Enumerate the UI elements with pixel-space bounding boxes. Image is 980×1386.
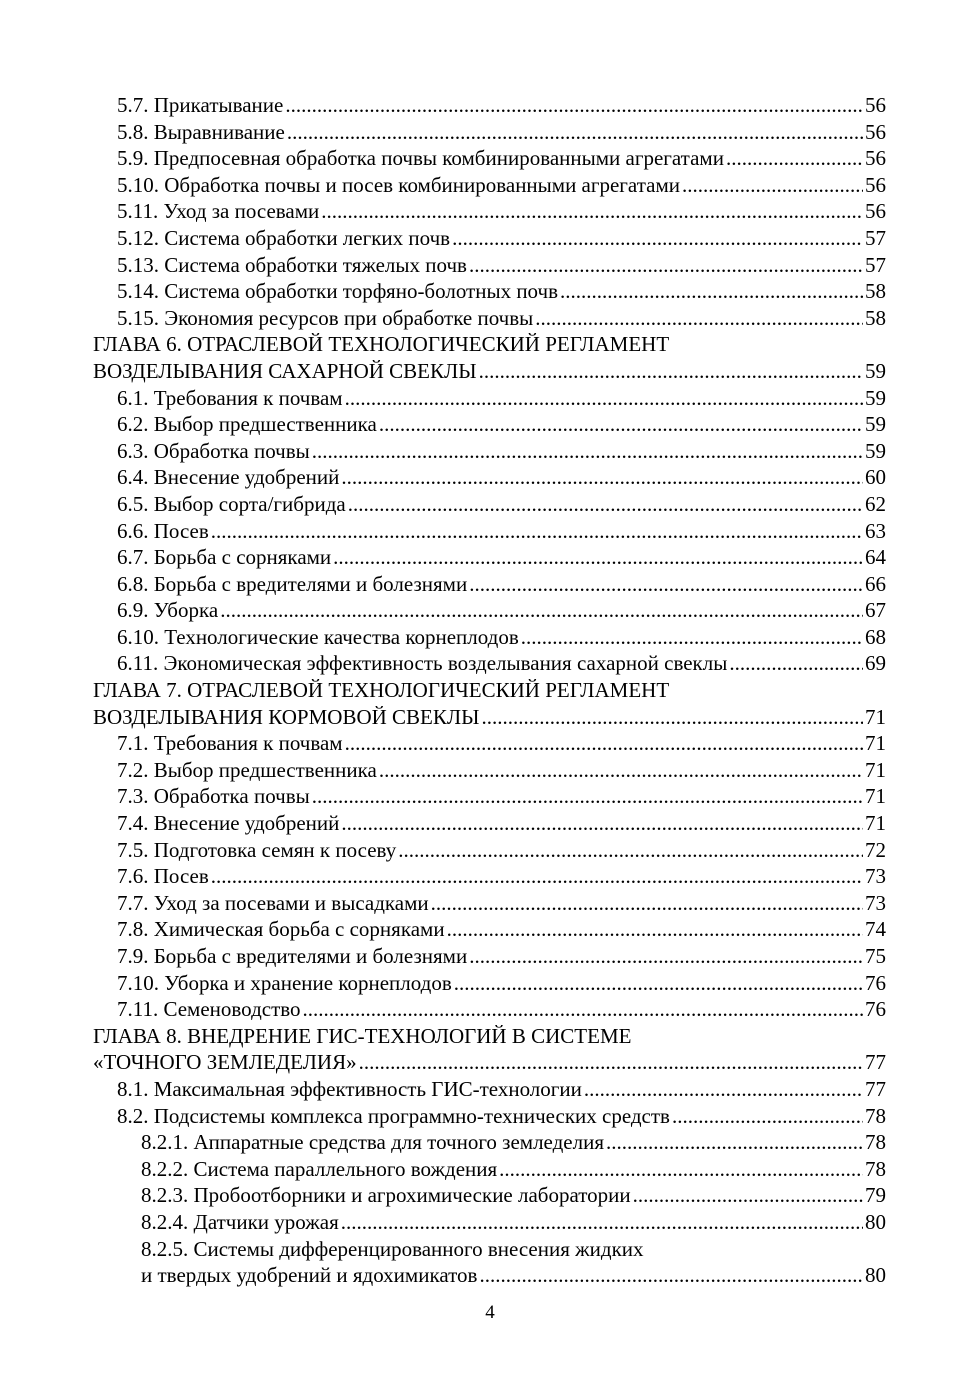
toc-entry-title: 6.3. Обработка почвы — [117, 438, 310, 463]
toc-entry-page: 76 — [865, 997, 886, 1022]
toc-entry-title: 7.11. Семеноводство — [117, 997, 301, 1022]
toc-entry-page: 56 — [865, 93, 886, 117]
dot-leader — [303, 996, 863, 1023]
toc-entry-page: 59 — [865, 385, 886, 410]
toc-entry — [0, 863, 980, 890]
toc-entry — [0, 225, 980, 252]
toc-entry-page: 72 — [865, 837, 886, 862]
toc-entry-title: 6.8. Борьба с вредителями и болезнями — [117, 571, 468, 596]
dot-leader — [398, 837, 863, 864]
toc-entry-page: 67 — [865, 598, 886, 623]
toc-entry-page: 75 — [865, 944, 886, 968]
toc-entry-title: 5.11. Уход за посевами — [117, 199, 320, 224]
dot-leader — [348, 491, 863, 518]
toc-entry — [0, 837, 980, 864]
toc-entry — [0, 172, 980, 199]
toc-entry-title: ГЛАВА 8. ВНЕДРЕНИЕ ГИС-ТЕХНОЛОГИЙ В СИСТЕМЕ — [93, 1023, 632, 1048]
table-of-contents — [0, 92, 980, 1289]
toc-entry-title: 7.3. Обработка почвы — [117, 784, 310, 809]
dot-leader — [431, 890, 863, 917]
toc-entry — [0, 916, 980, 943]
toc-entry-page: 71 — [865, 704, 886, 729]
toc-entry-title: 6.11. Экономическая эффективность возделывания сахарной свеклы — [117, 651, 728, 676]
dot-leader — [285, 92, 863, 119]
toc-entry-title: 6.4. Внесение удобрений — [117, 465, 340, 490]
dot-leader — [584, 1076, 863, 1103]
toc-entry — [0, 278, 980, 305]
toc-entry — [0, 1129, 980, 1156]
toc-entry-page: 57 — [865, 252, 886, 277]
dot-leader — [211, 863, 863, 890]
toc-entry-page: 80 — [865, 1263, 886, 1288]
toc-entry-title: 7.4. Внесение удобрений — [117, 811, 340, 836]
toc-entry-title: ГЛАВА 6. ОТРАСЛЕВОЙ ТЕХНОЛОГИЧЕСКИЙ РЕГЛАМЕНТ — [93, 332, 670, 357]
toc-entry-title: 8.1. Максимальная эффективность ГИС-технологии — [117, 1076, 582, 1101]
toc-entry-title: 5.9. Предпосевная обработка почвы комбинированными агрегатами — [117, 146, 724, 171]
toc-entry-title: 7.2. Выбор предшественника — [117, 757, 377, 782]
toc-entry — [0, 783, 980, 810]
toc-entry-title: 8.2.2. Система параллельного вождения — [141, 1156, 498, 1181]
toc-entry-title: 7.7. Уход за посевами и высадками — [117, 890, 429, 915]
toc-entry-page: 56 — [865, 172, 886, 197]
toc-entry-title: 5.14. Система обработки торфяно-болотных почв — [117, 279, 558, 304]
toc-entry-page: 78 — [865, 1130, 886, 1155]
toc-entry — [0, 464, 980, 491]
toc-entry-title: 7.6. Посев — [117, 864, 209, 889]
toc-entry — [0, 305, 980, 332]
toc-entry-page: 79 — [865, 1183, 886, 1208]
dot-leader — [682, 172, 863, 199]
toc-entry-page: 57 — [865, 225, 886, 250]
toc-chapter-line — [0, 331, 980, 358]
toc-entry-title: ВОЗДЕЛЫВАНИЯ КОРМОВОЙ СВЕКЛЫ — [93, 704, 480, 729]
dot-leader — [447, 916, 863, 943]
toc-chapter-line — [0, 677, 980, 704]
dot-leader — [479, 358, 863, 385]
dot-leader — [499, 1156, 863, 1183]
dot-leader — [333, 544, 863, 571]
toc-entry-title: 5.12. Система обработки легких почв — [117, 225, 451, 250]
toc-entry-page: 73 — [865, 890, 886, 915]
toc-entry-page: 71 — [865, 731, 886, 756]
toc-entry — [0, 571, 980, 598]
toc-entry — [0, 730, 980, 757]
dot-leader — [341, 464, 863, 491]
toc-entry-title: 8.2. Подсистемы комплекса программно-технических средств — [117, 1103, 670, 1128]
page-number: 4 — [485, 1302, 495, 1323]
toc-entry — [0, 650, 980, 677]
toc-entry-page: 56 — [865, 199, 886, 224]
toc-entry — [0, 92, 980, 119]
toc-entry-page: 64 — [865, 545, 886, 570]
dot-leader — [312, 783, 863, 810]
toc-entry-page: 59 — [865, 358, 886, 383]
toc-entry-page: 56 — [865, 119, 886, 144]
toc-entry — [0, 1209, 980, 1236]
toc-entry — [0, 544, 980, 571]
toc-chapter-line — [0, 704, 980, 731]
dot-leader — [287, 119, 863, 146]
toc-entry — [0, 1076, 980, 1103]
toc-entry — [0, 145, 980, 172]
dot-leader — [606, 1129, 863, 1156]
toc-entry — [0, 385, 980, 412]
toc-entry-page: 78 — [865, 1103, 886, 1128]
toc-entry-page: 78 — [865, 1156, 886, 1181]
toc-entry-page: 76 — [865, 970, 886, 995]
toc-entry-title: 5.15. Экономия ресурсов при обработке почвы — [117, 305, 534, 330]
toc-entry-page: 80 — [865, 1209, 886, 1234]
toc-entry-title: 7.9. Борьба с вредителями и болезнями — [117, 944, 468, 968]
toc-entry — [0, 1103, 980, 1130]
toc-entry-title: 7.10. Уборка и хранение корнеплодов — [117, 970, 452, 995]
dot-leader — [729, 650, 863, 677]
dot-leader — [452, 225, 863, 252]
toc-entry-title: 6.2. Выбор предшественника — [117, 412, 377, 437]
dot-leader — [481, 704, 863, 731]
toc-entry-title: 8.2.1. Аппаратные средства для точного земледелия — [141, 1130, 604, 1155]
toc-entry-page: 74 — [865, 917, 886, 942]
toc-entry-page: 60 — [865, 465, 886, 490]
dot-leader — [220, 597, 863, 624]
toc-entry-title: 7.1. Требования к почвам — [117, 731, 343, 756]
toc-entry — [0, 890, 980, 917]
toc-entry-title: 6.9. Уборка — [117, 598, 219, 623]
toc-entry-page: 69 — [865, 651, 886, 676]
toc-entry — [0, 1262, 980, 1289]
toc-chapter-line — [0, 1049, 980, 1076]
dot-leader — [454, 970, 863, 997]
dot-leader — [341, 1209, 863, 1236]
toc-chapter-line — [0, 1023, 980, 1050]
dot-leader — [379, 757, 863, 784]
toc-entry-page: 58 — [865, 279, 886, 304]
toc-entry-page: 59 — [865, 438, 886, 463]
toc-entry — [0, 119, 980, 146]
toc-entry — [0, 198, 980, 225]
toc-entry-page: 71 — [865, 811, 886, 836]
toc-entry-page: 59 — [865, 412, 886, 437]
toc-entry-title: ГЛАВА 7. ОТРАСЛЕВОЙ ТЕХНОЛОГИЧЕСКИЙ РЕГЛАМЕНТ — [93, 678, 670, 703]
toc-entry-page: 62 — [865, 491, 886, 516]
toc-entry-page: 56 — [865, 146, 886, 171]
dot-leader — [211, 518, 863, 545]
dot-leader — [560, 278, 863, 305]
toc-entry-page: 68 — [865, 624, 886, 649]
toc-entry — [0, 1236, 980, 1263]
dot-leader — [312, 438, 863, 465]
dot-leader — [341, 810, 863, 837]
toc-entry-page: 63 — [865, 518, 886, 543]
toc-entry — [0, 252, 980, 279]
dot-leader — [535, 305, 863, 332]
toc-entry-title: 5.13. Система обработки тяжелых почв — [117, 252, 467, 277]
toc-entry-page: 77 — [865, 1050, 886, 1075]
toc-entry-title: 7.5. Подготовка семян к посеву — [117, 837, 397, 862]
toc-entry-title: 6.10. Технологические качества корнеплодов — [117, 624, 519, 649]
toc-entry-page: 66 — [865, 571, 886, 596]
dot-leader — [345, 385, 863, 412]
toc-entry — [0, 757, 980, 784]
toc-entry — [0, 624, 980, 651]
toc-entry-title: 5.8. Выравнивание — [117, 119, 285, 144]
toc-entry — [0, 1182, 980, 1209]
dot-leader — [469, 571, 863, 598]
toc-entry-title: 6.6. Посев — [117, 518, 209, 543]
toc-entry — [0, 943, 980, 970]
toc-entry-page: 71 — [865, 784, 886, 809]
dot-leader — [726, 145, 863, 172]
toc-entry-title: «ТОЧНОГО ЗЕМЛЕДЕЛИЯ» — [93, 1050, 357, 1075]
toc-entry-title: ВОЗДЕЛЫВАНИЯ САХАРНОЙ СВЕКЛЫ — [93, 358, 477, 383]
toc-entry — [0, 491, 980, 518]
toc-entry-page: 71 — [865, 757, 886, 782]
dot-leader — [345, 730, 863, 757]
dot-leader — [521, 624, 863, 651]
dot-leader — [379, 411, 863, 438]
toc-entry — [0, 411, 980, 438]
dot-leader — [469, 943, 863, 970]
toc-entry — [0, 438, 980, 465]
toc-entry-title: 6.1. Требования к почвам — [117, 385, 343, 410]
toc-entry — [0, 518, 980, 545]
toc-entry-title: 8.2.4. Датчики урожая — [141, 1209, 339, 1234]
toc-entry-title: 6.5. Выбор сорта/гибрида — [117, 491, 346, 516]
toc-entry-page: 77 — [865, 1076, 886, 1101]
toc-entry-title: 8.2.3. Пробоотборники и агрохимические лаборатории — [141, 1183, 631, 1208]
toc-entry — [0, 970, 980, 997]
toc-entry — [0, 810, 980, 837]
dot-leader — [672, 1103, 863, 1130]
toc-entry-title: и твердых удобрений и ядохимикатов — [141, 1263, 478, 1288]
toc-entry-title: 6.7. Борьба с сорняками — [117, 545, 332, 570]
toc-entry — [0, 1156, 980, 1183]
toc-entry-title: 7.8. Химическая борьба с сорняками — [117, 917, 445, 942]
toc-entry-page: 73 — [865, 864, 886, 889]
dot-leader — [321, 198, 863, 225]
toc-chapter-line — [0, 358, 980, 385]
dot-leader — [633, 1182, 863, 1209]
toc-entry-title: 5.7. Прикатывание — [117, 93, 284, 117]
dot-leader — [479, 1262, 863, 1289]
toc-entry-title: 8.2.5. Системы дифференцированного внесения жидких — [141, 1236, 644, 1261]
dot-leader — [469, 252, 863, 279]
toc-entry — [0, 597, 980, 624]
toc-entry — [0, 996, 980, 1023]
toc-entry-page: 58 — [865, 305, 886, 330]
dot-leader — [359, 1049, 863, 1076]
toc-entry-title: 5.10. Обработка почвы и посев комбинированными агрегатами — [117, 172, 680, 197]
